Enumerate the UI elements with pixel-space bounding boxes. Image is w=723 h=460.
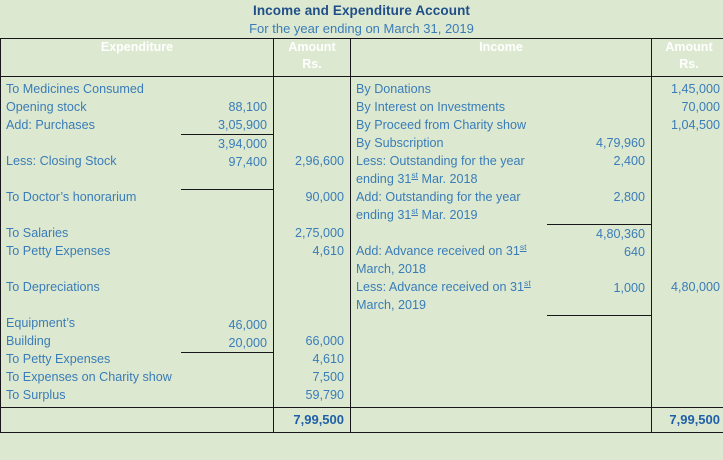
expenditure-sub-amount: 20,000	[228, 336, 267, 350]
expenditure-label: To Expenses on Charity show	[6, 370, 172, 384]
expenditure-amount: 4,610	[312, 352, 344, 366]
income-sub-amount	[547, 297, 651, 315]
header-income-amount	[652, 39, 723, 77]
expenditure-amount	[274, 116, 350, 134]
expenditure-sub-amount: 46,000	[228, 318, 267, 332]
income-sub-amount: 4,80,360	[547, 224, 651, 243]
income-total-cell	[652, 408, 723, 433]
expenditure-label	[1, 170, 181, 188]
expenditure-sub-amount	[181, 189, 273, 208]
income-amount	[652, 206, 723, 224]
expenditure-sub-amounts	[181, 80, 273, 407]
income-subtotal-rule	[547, 315, 651, 316]
income-label: By Proceed from Charity show	[356, 118, 527, 132]
expenditure-total: 7,99,500	[293, 412, 344, 427]
expenditure-particulars-cell	[1, 77, 274, 408]
expenditure-sub-amount	[181, 80, 273, 98]
expenditure-sub-amount: 3,94,000	[181, 134, 273, 153]
expenditure-label: Less: Closing Stock	[6, 154, 117, 168]
expenditure-sub-amount: 3,05,900	[217, 118, 267, 132]
income-amount: 70,000	[681, 100, 720, 114]
expenditure-label: To Petty Expenses	[6, 352, 111, 366]
expenditure-sub-amount: 88,100	[228, 100, 267, 114]
expenditure-label: Add: Purchases	[6, 118, 95, 132]
expenditure-amount	[274, 206, 350, 224]
table-body-row	[1, 77, 723, 408]
income-sub-amount: 640	[623, 245, 645, 259]
expenditure-label: To Salaries	[6, 226, 69, 240]
page-title: Income and Expenditure Account	[252, 3, 471, 18]
expenditure-sub-amount	[181, 244, 273, 262]
expenditure-sub-amount	[181, 262, 273, 280]
income-amounts	[652, 77, 723, 314]
header-expenditure-amount	[274, 39, 351, 77]
table-header-row	[1, 39, 723, 77]
expenditure-sub-amount: 97,400	[228, 155, 267, 169]
income-sub-amount	[547, 206, 651, 224]
income-label: Less: Outstanding for the year	[356, 154, 525, 168]
expenditure-label: Building	[6, 334, 51, 348]
expenditure-label	[1, 206, 181, 224]
income-amount: 1,04,500	[670, 118, 720, 132]
expenditure-amount: 4,610	[312, 244, 344, 258]
ledger-table	[0, 38, 723, 433]
expenditure-label	[1, 260, 181, 278]
income-sub-amount	[547, 170, 651, 188]
expenditure-amount	[274, 314, 350, 332]
expenditure-amounts	[274, 77, 350, 404]
page-subtitle: For the year ending on March 31, 2019	[249, 21, 474, 36]
income-label: ending 31st Mar. 2018	[356, 170, 478, 186]
income-labels	[351, 80, 547, 316]
header-expenditure-amount-unit: Rs.	[302, 57, 322, 71]
expenditure-total-spacer	[1, 408, 273, 432]
expenditure-sub-amount	[181, 371, 273, 389]
header-income-amount-unit: Rs.	[679, 57, 699, 71]
income-label	[351, 224, 547, 242]
header-expenditure-amount-label: Amount	[288, 40, 336, 54]
header-expenditure: Expenditure	[1, 39, 274, 77]
expenditure-amount	[274, 98, 350, 116]
expenditure-label: To Medicines Consumed	[6, 82, 144, 96]
income-total-spacer	[351, 408, 651, 432]
expenditure-amount	[274, 260, 350, 278]
income-particulars-cell	[351, 77, 652, 408]
income-label: Add: Outstanding for the year	[356, 190, 521, 204]
expenditure-amount: 66,000	[305, 334, 344, 348]
income-sub-amount: 1,000	[613, 281, 645, 295]
expenditure-sub-amount	[181, 171, 273, 189]
income-amount	[652, 242, 723, 260]
income-amount	[652, 134, 723, 152]
expenditure-label: To Surplus	[6, 388, 66, 402]
income-label: ending 31st Mar. 2019	[356, 206, 478, 222]
expenditure-label: To Doctor’s honorarium	[6, 190, 137, 204]
income-amount	[652, 224, 723, 242]
expenditure-label: Equipment’s	[6, 316, 76, 330]
income-sub-amount	[547, 98, 651, 116]
expenditure-amount: 7,500	[312, 370, 344, 384]
expenditure-amount: 2,75,000	[294, 226, 344, 240]
income-label: March, 2018	[356, 262, 427, 276]
expenditure-amount	[274, 170, 350, 188]
income-label: By Interest on Investments	[356, 100, 506, 114]
expenditure-label	[1, 296, 181, 314]
income-label: Add: Advance received on 31st	[356, 242, 527, 258]
expenditure-amount: 59,790	[305, 388, 344, 402]
income-total-label-cell	[351, 408, 652, 433]
income-amount	[652, 170, 723, 188]
income-label: By Donations	[356, 82, 431, 96]
income-amount	[652, 188, 723, 206]
income-amount	[652, 152, 723, 170]
expenditure-sub-amount	[181, 280, 273, 298]
income-label: By Subscription	[356, 136, 444, 150]
expenditure-sub-amount	[181, 298, 273, 316]
expenditure-total-label-cell	[1, 408, 274, 433]
income-sub-amount	[547, 261, 651, 279]
expenditure-amount	[274, 296, 350, 314]
expenditure-total-cell	[274, 408, 351, 433]
income-label: March, 2019	[356, 298, 427, 312]
expenditure-label: To Petty Expenses	[6, 244, 111, 258]
income-sub-amount: 2,400	[613, 154, 645, 168]
expenditure-amount	[274, 134, 350, 152]
expenditure-label: To Depreciations	[6, 280, 100, 294]
income-amount	[652, 260, 723, 278]
expenditure-label	[1, 134, 181, 152]
expenditure-amount-cell	[274, 77, 351, 408]
header-income-amount-label: Amount	[665, 40, 713, 54]
income-label: Less: Advance received on 31st	[356, 278, 531, 294]
expenditure-amount: 90,000	[305, 190, 344, 204]
income-total: 7,99,500	[669, 412, 720, 427]
income-amount	[652, 296, 723, 314]
expenditure-sub-amount	[181, 226, 273, 244]
income-amount: 1,45,000	[670, 82, 720, 96]
income-sub-amount	[547, 80, 651, 98]
income-sub-amount: 2,800	[613, 190, 645, 204]
expenditure-amount: 2,96,600	[294, 154, 344, 168]
income-sub-amount	[547, 116, 651, 134]
expenditure-labels	[1, 80, 181, 407]
table-total-row	[1, 408, 723, 433]
income-sub-amount: 4,79,960	[595, 136, 645, 150]
income-sub-amounts	[547, 80, 651, 316]
header-income: Income	[351, 39, 652, 77]
income-amount: 4,80,000	[670, 280, 720, 294]
income-amount-cell	[652, 77, 723, 408]
expenditure-label: Opening stock	[6, 100, 87, 114]
expenditure-sub-amount	[181, 208, 273, 226]
expenditure-sub-amount	[181, 353, 273, 371]
expenditure-amount	[274, 278, 350, 296]
income-split	[351, 77, 651, 316]
expenditure-sub-amount	[181, 389, 273, 407]
expenditure-amount	[274, 80, 350, 98]
expenditure-split	[1, 77, 273, 407]
